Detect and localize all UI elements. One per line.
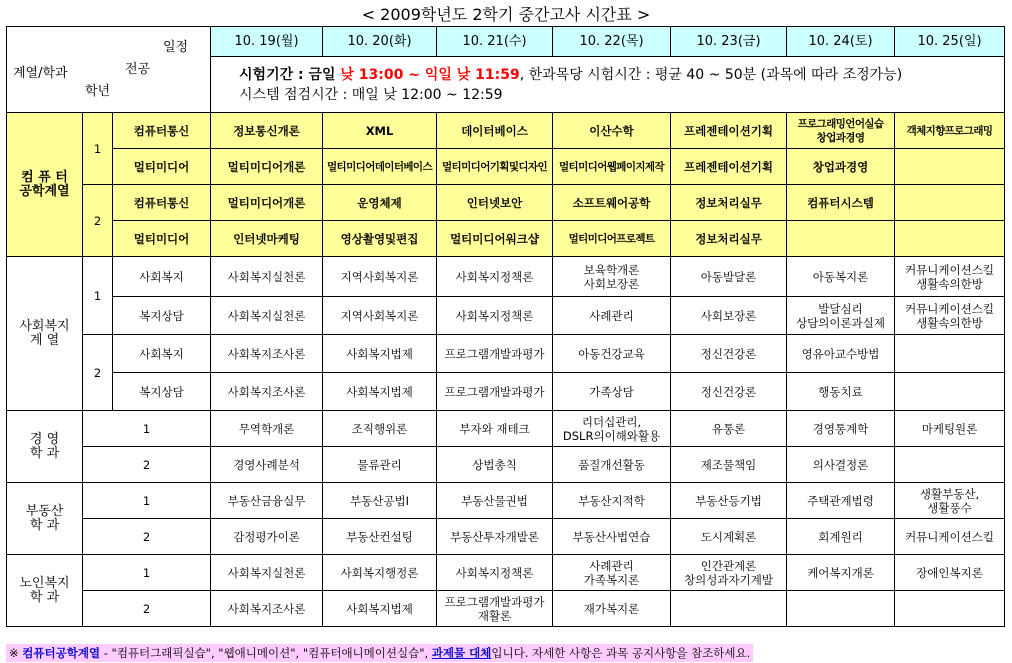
year-cell: 2	[83, 335, 113, 411]
subject-cell: 아동건강교육	[553, 335, 671, 373]
subject-cell: 멀티미디어개론	[211, 185, 323, 221]
subject-cell: 사회복지정책론	[437, 297, 553, 335]
subject-cell: 사회복지실천론	[211, 257, 323, 297]
subject-cell: 재가복지론	[553, 591, 671, 627]
corner-major-label: 전공	[125, 62, 151, 77]
subject-cell: 프로그램개발과평가 재활론	[437, 591, 553, 627]
date-header: 10. 24(토)	[787, 27, 895, 57]
subject-cell: 조직행위론	[323, 411, 437, 447]
subject-cell: 소프트웨어공학	[553, 185, 671, 221]
subject-cell: 부동산사법연습	[553, 519, 671, 555]
maintenance-line: 시스템 점검시간 : 매일 낮 12:00 ~ 12:59	[239, 86, 503, 103]
empty-cell	[895, 185, 1005, 221]
empty-cell	[787, 591, 895, 627]
footnote: ※ 컴퓨터공학계열 - "컴퓨터그래픽실습", "웹애니메이션", "컴퓨터애니메이션실습", 과제물 대체입니다. 자세한 사항은 과목 공지사항을 참조하세요.	[6, 644, 753, 662]
subject-cell: 주택관계법령	[787, 483, 895, 519]
year-cell: 1	[83, 483, 211, 519]
exam-time-highlight: 낮 13:00 ~ 익일 낮 11:59	[340, 66, 520, 83]
subject-cell: 상법총칙	[437, 447, 553, 483]
subject-cell: 부동산등기법	[671, 483, 787, 519]
subject-cell: 부자와 재테크	[437, 411, 553, 447]
major-cell: 사회복지	[113, 257, 211, 297]
subject-cell: 부동산물권법	[437, 483, 553, 519]
subject-cell: 멀티미디어데이터베이스	[323, 149, 437, 185]
year-cell: 1	[83, 257, 113, 335]
subject-cell: 운영체제	[323, 185, 437, 221]
subject-cell: 사회복지조사론	[211, 335, 323, 373]
exam-schedule-table	[6, 26, 1005, 627]
subject-cell: 커뮤니케이션스킬	[895, 519, 1005, 555]
subject-cell: 가족상담	[553, 373, 671, 411]
date-header: 10. 22(목)	[553, 27, 671, 57]
subject-cell: 부동산지적학	[553, 483, 671, 519]
subject-cell: 부동산투자개발론	[437, 519, 553, 555]
subject-cell: 객체지향프로그래밍	[895, 113, 1005, 149]
year-cell: 2	[83, 519, 211, 555]
subject-cell: 프로그램개발과평가	[437, 373, 553, 411]
major-cell: 컴퓨터통신	[113, 113, 211, 149]
subject-cell: 프로그램개발과평가	[437, 335, 553, 373]
subject-cell: 프로그래밍언어실습 창업과경영	[787, 113, 895, 149]
subject-cell: 사회복지실천론	[211, 555, 323, 591]
major-cell: 사회복지	[113, 335, 211, 373]
empty-cell	[895, 591, 1005, 627]
assignment-replacement: 과제물 대체	[431, 646, 492, 660]
empty-cell	[787, 221, 895, 257]
subject-cell: 제조물책임	[671, 447, 787, 483]
subject-cell: 커뮤니케이션스킬 생활속의한방	[895, 297, 1005, 335]
subject-cell: 사례관리 가족복지론	[553, 555, 671, 591]
subject-cell: 마케팅원론	[895, 411, 1005, 447]
page-title: < 2009학년도 2학기 중간고사 시간표 >	[361, 5, 651, 24]
exam-info	[211, 57, 1005, 113]
subject-cell: 부동산컨설팅	[323, 519, 437, 555]
year-cell: 1	[83, 555, 211, 591]
dept-cell: 컴 퓨 터 공학계열	[7, 113, 83, 257]
subject-cell: 지역사회복지론	[323, 257, 437, 297]
corner-year-label: 학년	[85, 84, 111, 99]
subject-cell: 리더십관리, DSLR의이해와활용	[553, 411, 671, 447]
corner-dept-label: 계열/학과	[13, 66, 68, 81]
header-corner	[7, 27, 211, 113]
subject-cell: 인간관계론 창의성과자기계발	[671, 555, 787, 591]
subject-cell: 영상촬영및편집	[323, 221, 437, 257]
subject-cell: 멀티미디어기획및디자인	[437, 149, 553, 185]
subject-cell: XML	[323, 113, 437, 149]
year-cell: 2	[83, 591, 211, 627]
subject-cell: 감정평가이론	[211, 519, 323, 555]
subject-cell: 컴퓨터시스템	[787, 185, 895, 221]
exam-period-line: 시험기간 : 금일 낮 13:00 ~ 익일 낮 11:59, 한과목당 시험시간 : 평균 40 ~ 50분 (과목에 따라 조정가능)	[239, 66, 903, 83]
subject-cell: 행동치료	[787, 373, 895, 411]
subject-cell: 무역학개론	[211, 411, 323, 447]
subject-cell: 창업과경영	[787, 149, 895, 185]
subject-cell: 정보처리실무	[671, 185, 787, 221]
subject-cell: 인터넷마케팅	[211, 221, 323, 257]
major-cell: 컴퓨터통신	[113, 185, 211, 221]
empty-cell	[671, 591, 787, 627]
subject-cell: 아동발달론	[671, 257, 787, 297]
subject-cell: 의사결정론	[787, 447, 895, 483]
subject-cell: 회계원리	[787, 519, 895, 555]
year-cell: 1	[83, 411, 211, 447]
dept-cell: 경 영 학 과	[7, 411, 83, 483]
dept-cell: 노인복지 학 과	[7, 555, 83, 627]
subject-cell: 이산수학	[553, 113, 671, 149]
empty-cell	[895, 149, 1005, 185]
year-cell: 2	[83, 447, 211, 483]
subject-cell: 사회복지정책론	[437, 257, 553, 297]
subject-cell: 정신건강론	[671, 335, 787, 373]
major-cell: 멀티미디어	[113, 221, 211, 257]
subject-cell: 사회복지법제	[323, 591, 437, 627]
subject-cell: 멀티미디어워크샵	[437, 221, 553, 257]
subject-cell: 사회복지조사론	[211, 373, 323, 411]
subject-cell: 데이터베이스	[437, 113, 553, 149]
subject-cell: 부동산금융실무	[211, 483, 323, 519]
empty-cell	[895, 335, 1005, 373]
subject-cell: 사회복지조사론	[211, 591, 323, 627]
subject-cell: 사회보장론	[671, 297, 787, 335]
empty-cell	[895, 447, 1005, 483]
subject-cell: 생활부동산, 생활풍수	[895, 483, 1005, 519]
subject-cell: 지역사회복지론	[323, 297, 437, 335]
subject-cell: 유통론	[671, 411, 787, 447]
subject-cell: 경영사례분석	[211, 447, 323, 483]
empty-cell	[895, 221, 1005, 257]
subject-cell: 멀티미디어개론	[211, 149, 323, 185]
subject-cell: 부동산공법Ⅰ	[323, 483, 437, 519]
date-header: 10. 21(수)	[437, 27, 553, 57]
empty-cell	[895, 373, 1005, 411]
major-cell: 복지상담	[113, 297, 211, 335]
major-cell: 복지상담	[113, 373, 211, 411]
subject-cell: 보육학개론 사회보장론	[553, 257, 671, 297]
subject-cell: 품질개선활동	[553, 447, 671, 483]
subject-cell: 사회복지실천론	[211, 297, 323, 335]
dept-cell: 사회복지 계 열	[7, 257, 83, 411]
date-header: 10. 20(화)	[323, 27, 437, 57]
subject-cell: 사례관리	[553, 297, 671, 335]
date-header: 10. 25(일)	[895, 27, 1005, 57]
subject-cell: 영유아교수방법	[787, 335, 895, 373]
dept-cell: 부동산 학 과	[7, 483, 83, 555]
year-cell: 1	[83, 113, 113, 185]
subject-cell: 케어복지개론	[787, 555, 895, 591]
subject-cell: 정보처리실무	[671, 221, 787, 257]
date-header: 10. 19(월)	[211, 27, 323, 57]
subject-cell: 아동복지론	[787, 257, 895, 297]
subject-cell: 멀티미디어웹페이지제작	[553, 149, 671, 185]
subject-cell: 사회복지행정론	[323, 555, 437, 591]
subject-cell: 커뮤니케이션스킬 생활속의한방	[895, 257, 1005, 297]
subject-cell: 발달심리 상담의이론과실제	[787, 297, 895, 335]
subject-cell: 사회복지법제	[323, 373, 437, 411]
subject-cell: 도시계획론	[671, 519, 787, 555]
subject-cell: 인터넷보안	[437, 185, 553, 221]
subject-cell: 정보통신개론	[211, 113, 323, 149]
major-cell: 멀티미디어	[113, 149, 211, 185]
subject-cell: 사회복지정책론	[437, 555, 553, 591]
subject-cell: 멀티미디어프로젝트	[553, 221, 671, 257]
subject-cell: 프레젠테이션기획	[671, 149, 787, 185]
year-cell: 2	[83, 185, 113, 257]
corner-date-label: 일정	[163, 40, 189, 55]
subject-cell: 정신건강론	[671, 373, 787, 411]
date-header: 10. 23(금)	[671, 27, 787, 57]
subject-cell: 경영통계학	[787, 411, 895, 447]
subject-cell: 프레젠테이션기획	[671, 113, 787, 149]
subject-cell: 물류관리	[323, 447, 437, 483]
subject-cell: 장애인복지론	[895, 555, 1005, 591]
subject-cell: 사회복지법제	[323, 335, 437, 373]
